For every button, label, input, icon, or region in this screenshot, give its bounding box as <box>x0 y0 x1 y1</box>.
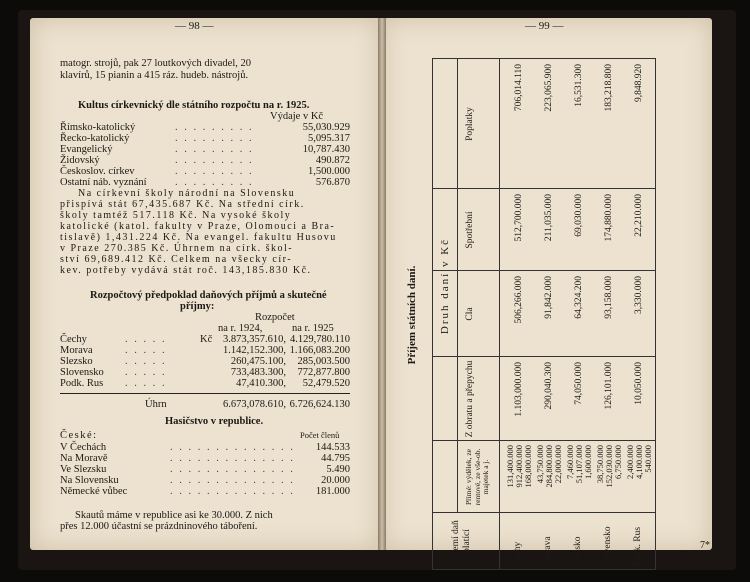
kultus-paragraph-line: katolické (katol. fakulty v Praze, Olomouci a Bra- <box>60 221 336 232</box>
rozpocet-total-v1: 6.673,078.610, <box>223 399 286 410</box>
tax-row-customs: 91,842.000 <box>544 276 554 319</box>
hasicstvo-heading: Hasičstvo v republice. <box>165 416 264 427</box>
leader-dots: . . . . . . . . . <box>175 144 254 155</box>
rozpocet-row-label: Podk. Rus <box>60 378 104 389</box>
book-gutter <box>378 18 386 550</box>
table-group-rule <box>457 59 458 513</box>
tax-revenue-table-rotated <box>406 60 656 570</box>
rozpocet-v2: 285,003.500 <box>297 356 350 367</box>
hasicstvo-row-label: Německé vůbec <box>60 486 128 497</box>
kultus-row-value: 576.870 <box>315 177 350 188</box>
leader-dots: . . . . . . . . . <box>175 177 254 188</box>
intro-line: matogr. strojů, pak 27 loutkových divadel, 20 <box>60 58 252 69</box>
rozpocet-row-label: Čechy <box>60 334 87 345</box>
rozpocet-v1: 47,410.300, <box>236 378 286 389</box>
tax-header-consumption: Spotřební <box>465 211 475 249</box>
leader-dots: . . . . . <box>125 367 167 378</box>
leader-dots: . . . . . . . . . <box>175 133 254 144</box>
kultus-paragraph-line: kev. potřeby vydává stát roč. 143,185.830 Kč. <box>60 265 312 276</box>
hasicstvo-col-label: Počet členů <box>300 430 340 440</box>
tax-row-turnover: 10,050.000 <box>634 362 644 405</box>
rozpocet-v1: 733,483.300, <box>230 367 286 378</box>
tax-row-region: Slovensko <box>603 526 613 566</box>
skaut-footer-line: Skautů máme v republice asi ke 30.000. Z nich <box>75 510 273 521</box>
tax-row-direct: 4,100.000 <box>634 445 644 479</box>
tax-row-customs: 3,330.000 <box>634 276 644 314</box>
tax-row-consumption: 211,035.000 <box>544 194 554 242</box>
kultus-column-label: Výdaje v Kč <box>270 111 324 122</box>
tax-row-direct: 131,400.000 <box>505 445 515 488</box>
table-header-rule <box>499 59 500 569</box>
leader-dots: . . . . . <box>125 345 167 356</box>
rozpocet-col1: na r. 1924, <box>218 323 263 334</box>
tax-group-header: Druh daní v Kč <box>439 237 451 335</box>
tax-row-consumption: 512,700.000 <box>514 194 524 242</box>
tax-row-direct: 284,800.000 <box>544 445 554 488</box>
kultus-row-value: 490.872 <box>315 155 350 166</box>
tax-row-fees: 9,848.920 <box>634 64 644 102</box>
hasicstvo-row-value: 181.000 <box>315 486 350 497</box>
kultus-paragraph-line: tislavě) 1,431.224 Kč. Na evangel. fakultu Husovu <box>60 232 337 243</box>
kultus-paragraph-line: přispívá stát 67,435.687 Kč. Na střední círk. <box>60 199 305 210</box>
hasicstvo-group: České: <box>60 430 98 441</box>
right-page-number: — 99 — <box>525 20 564 32</box>
rozpocet-col-group: Rozpočet <box>255 312 295 323</box>
tax-row-fees: 16,531.300 <box>574 64 584 107</box>
tax-row-region: Podk. Rus <box>633 526 643 566</box>
kultus-row-value: 1,500.000 <box>308 166 350 177</box>
leader-dots: . . . . . . . . . . . . . . <box>170 442 295 453</box>
tax-row-turnover: 126,101.000 <box>604 362 614 410</box>
tax-row-direct: 6,750.000 <box>613 445 623 479</box>
kultus-paragraph-line: ství 69,689.412 Kč. Celkem na všecky cír- <box>60 254 293 265</box>
kultus-row-value: 10,787.430 <box>302 144 350 155</box>
hasicstvo-row-value: 20.000 <box>321 475 350 486</box>
kultus-row-label: Židovský <box>60 155 100 166</box>
tax-row-direct: 152,030.000 <box>604 445 614 488</box>
tax-row-turnover: 1.103,000.000 <box>514 362 524 417</box>
rozpocet-v2: 4.129,780.110 <box>290 334 350 345</box>
tax-row-customs: 506,266.000 <box>514 276 524 324</box>
skaut-footer-line: přes 12.000 účastní se prázdninového táboření. <box>60 521 258 532</box>
rozpocet-row-label: Slovensko <box>60 367 104 378</box>
rozpocet-v2: 52,479.520 <box>302 378 350 389</box>
hasicstvo-row-label: Na Moravě <box>60 453 108 464</box>
intro-line: klavírů, 15 pianin a 415 ráz. hudeb. nástrojů. <box>60 70 249 81</box>
rozpocet-heading-2: příjmy: <box>180 301 215 312</box>
tax-row-fees: 223,065.900 <box>544 64 554 112</box>
tax-row-customs: 64,324.200 <box>574 276 584 319</box>
kultus-paragraph-line: v Praze 270.385 Kč. Úhrnem na círk. škol- <box>60 243 294 254</box>
kultus-row-label: Římsko-katolický <box>60 122 136 133</box>
rozpocet-row-label: Morava <box>60 345 93 356</box>
tax-row-direct: 168,000.000 <box>523 445 533 488</box>
rozpocet-total-v2: 6.726,624.130 <box>289 399 350 410</box>
leader-dots: . . . . . . . . . <box>175 166 254 177</box>
hasicstvo-row-value: 144.533 <box>315 442 350 453</box>
leader-dots: . . . . . . . . . . . . . . <box>170 464 295 475</box>
tax-row-region: Čechy <box>513 541 523 566</box>
rozpocet-v2: 772,877.800 <box>297 367 350 378</box>
tax-row-direct: 43,750.000 <box>535 445 545 484</box>
rozpocet-row-label: Slezsko <box>60 356 93 367</box>
rozpocet-heading-1: Rozpočtový předpoklad daňových příjmů a skutečné <box>90 290 327 301</box>
tax-header-customs: Cla <box>465 307 475 321</box>
kultus-paragraph-line: Na církevní školy národní na Slovensku <box>78 188 296 199</box>
tax-row-direct: 7,460.000 <box>565 445 575 479</box>
tax-row-direct: 912,400.000 <box>514 445 524 488</box>
currency-label: Kč <box>200 334 213 345</box>
rozpocet-v1: 260,475.100, <box>230 356 286 367</box>
kultus-row-label: Českoslov. církev <box>60 166 135 177</box>
tax-row-direct: 2,400.000 <box>625 445 635 479</box>
tax-table <box>432 58 656 570</box>
leader-dots: . . . . . . . . . . . . . . <box>170 486 295 497</box>
sum-rule <box>60 393 350 394</box>
left-page-number: — 98 — <box>175 20 214 32</box>
tax-row-consumption: 69,030.000 <box>574 194 584 237</box>
tax-row-turnover: 290,040.300 <box>544 362 554 410</box>
leader-dots: . . . . . . . . . <box>175 122 254 133</box>
hasicstvo-row-label: Ve Slezsku <box>60 464 107 475</box>
leader-dots: . . . . . . . . . <box>175 155 254 166</box>
tax-row-fees: 183,218.800 <box>604 64 614 112</box>
kultus-paragraph-line: školy tamtéž 517.118 Kč. Na vysoké školy <box>60 210 292 221</box>
kultus-row-label: Evangelický <box>60 144 113 155</box>
leader-dots: . . . . . . . . . . . . . . <box>170 475 295 486</box>
kultus-heading: Kultus církevnický dle státního rozpočtu na r. 1925. <box>78 100 310 111</box>
tax-row-direct: 540.000 <box>643 445 653 473</box>
tax-header-fees: Poplatky <box>465 107 475 141</box>
rozpocet-v1: 1.142,152.300, <box>223 345 286 356</box>
tax-row-customs: 93,158.000 <box>604 276 614 319</box>
kultus-row-label: Řecko-katolický <box>60 133 130 144</box>
hasicstvo-row-label: V Čechách <box>60 442 107 453</box>
hasicstvo-row-value: 5.490 <box>326 464 350 475</box>
tax-header-direct: Přímé: výdělek, ze rentové, ze vše-ob. majetek a j. <box>464 448 490 506</box>
tax-row-turnover: 74,050.000 <box>574 362 584 405</box>
tax-row-region: Morava <box>543 536 553 566</box>
tax-row-consumption: 22,210.000 <box>634 194 644 237</box>
rozpocet-v2: 1.166,083.200 <box>289 345 350 356</box>
tax-row-direct: 22,000.000 <box>553 445 563 484</box>
tax-table-caption: Příjem státních daní. <box>406 265 418 365</box>
tax-header-turnover: Z obratu a přepychu <box>465 360 475 438</box>
rozpocet-v1: 3.873,357.610, <box>223 334 286 345</box>
leader-dots: . . . . . <box>125 378 167 389</box>
hasicstvo-row-value: 44.795 <box>321 453 350 464</box>
tax-row-fees: 706,014.110 <box>514 64 524 112</box>
hasicstvo-row-label: Na Slovensku <box>60 475 119 486</box>
kultus-row-value: 5,095.317 <box>308 133 350 144</box>
tax-row-direct: 51,107.000 <box>574 445 584 484</box>
leader-dots: . . . . . . . . . . . . . . <box>170 453 295 464</box>
kultus-row-value: 55,030.929 <box>302 122 350 133</box>
tax-row-direct: 38,750.000 <box>595 445 605 484</box>
kultus-row-label: Ostatní náb. vyznání <box>60 177 147 188</box>
rozpocet-total-label: Úhrn <box>145 399 167 410</box>
tax-header-region: Území daň platící <box>451 520 472 562</box>
tax-row-region: Slezsko <box>573 536 583 566</box>
tax-row-direct: 1,600.000 <box>583 445 593 479</box>
tax-row-consumption: 174,880.000 <box>604 194 614 242</box>
leader-dots: . . . . . <box>125 356 167 367</box>
signature-mark: 7* <box>700 540 710 551</box>
leader-dots: . . . . . <box>125 334 167 345</box>
rozpocet-col2: na r. 1925 <box>292 323 334 334</box>
